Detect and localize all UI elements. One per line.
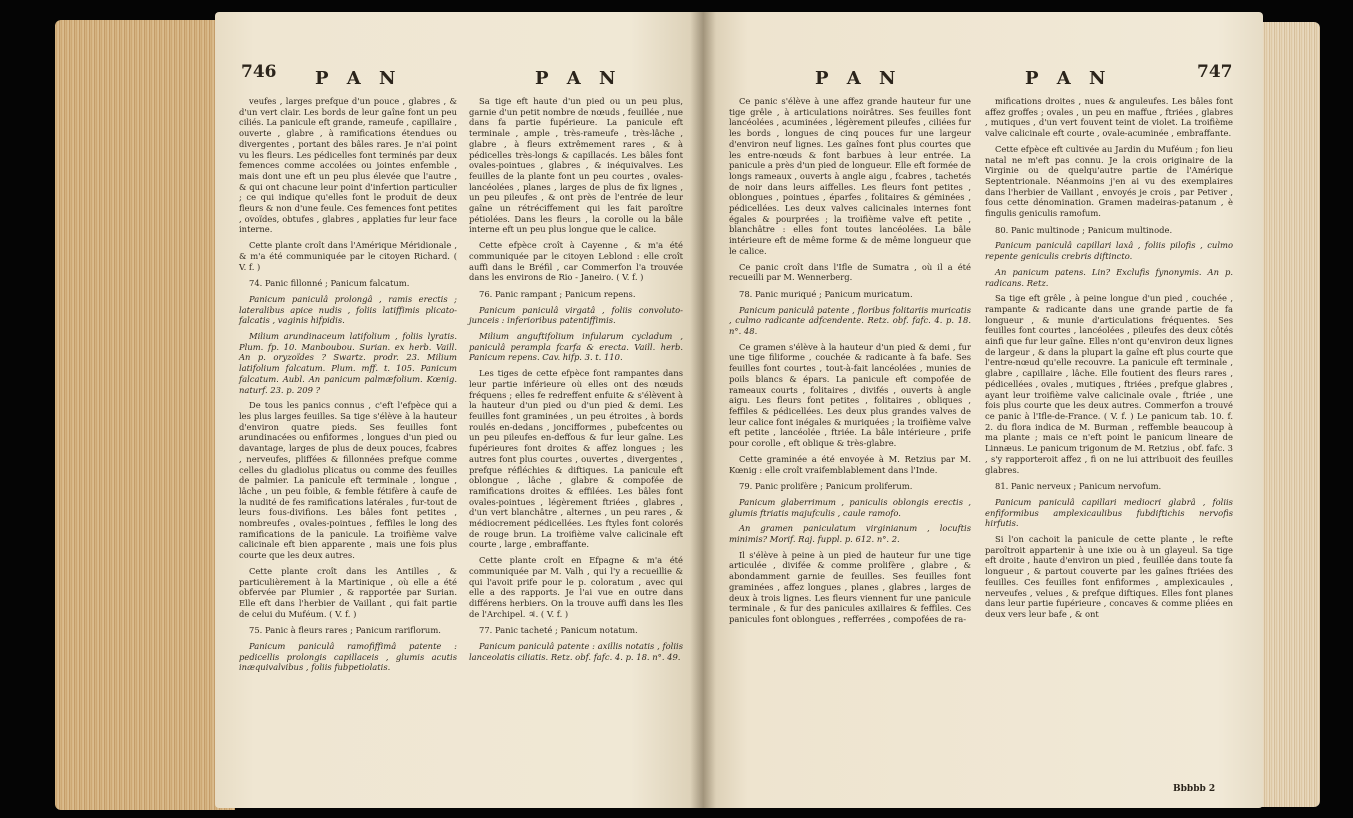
running-head: P A N [1025,68,1112,89]
paragraph: Cette efpèce croît à Cayenne , & m'a été communiquée par le citoyen Leblond : elle croît auffi dans le Bréfil , car Commerfon l'a trouvée dans les environs de Rio - Janeiro. ( V. f. ) [469,240,683,283]
page-edges-left [55,20,235,810]
text-column-2 [985,96,1233,625]
latin-diagnosis: Panicum paniculâ virgatâ , foliis convoluto-junceis : inferioribus patentiffimis. [469,304,683,326]
right-page [703,12,1263,808]
paragraph: Les tiges de cette efpèce font rampantes dans leur partie inférieure où elles ont des nœuds fréquens ; elles fe redreffent enfuite & s'élèvent à la hauteur d'un pied ou d'un pied & demi. Les feuilles font graminées , un peu étroites , à bords roulés en-dedans , joncifformes , pubefcentes ou un peu pileufes en-deffous & fur leur gaîne. Les fupérieures font droites & affez longues ; les autres font plus courtes , ouvertes , divergentes , prefque réfléchies & diftiques. La panicule eft oblongue , lâche , glabre & compofée de ramifications droites & effilées. Les bâles font ovales-pointues , légèrement ftriées , glabres , d'un vert blanchâtre , alternes , un peu rares , & médiocrement pédicellées. Les ftyles font colorés de rouge brun. La troifième valve calicinale eft courte , large , embraffante. [469,368,683,550]
latin-diagnosis: Panicum paniculâ ramofiffimâ patente : pedicellis prolongis capillaceis , glumis acutis inæquivalvibus , foliis fubpetiolatis. [239,641,457,673]
entry-heading: 78. Panic muriqué ; Panicum muricatum. [739,288,913,299]
text-column-1 [239,96,457,678]
latin-diagnosis: Panicum paniculâ patente , floribus folitariis muricatis , culmo radicante adfcendente. Retz. obf. fafc. 4. p. 18. n°. 48. [729,304,971,337]
page-number: 747 [1197,62,1233,82]
running-head: P A N [315,68,402,89]
entry-heading: 76. Panic rampant ; Panicum repens. [479,288,636,299]
latin-diagnosis: Panicum paniculâ prolongâ , ramis erectis ; lateralibus apice nudis , foliis latiffimis plicato-falcatis , vaginis hifpidis. [239,293,457,326]
paragraph: Sa tige eft grêle , à peine longue d'un pied , couchée , rampante & radicante dans une grande partie de fa longueur , & munie d'articulations fréquentes. Ses feuilles font courtes , lancéolées , pileufes des deux côtés ainfi que fur leur gaîne. Elles n'ont qu'environ deux lignes de largeur , & dans la plupart la gaîne eft plus courte que l'entre-nœud qu'elle recouvre. La panicule eft terminale , glabre , capillaire , lâche. Elle foutient des fleurs rares , pédicellées , ovales , mutiques , ftriées , prefque glabres , ayant leur troifième valve calicinale ovale , ftriée , une fois plus courte que les deux autres. Commerfon a trouvé ce panic à l'Ifle-de-France. ( V. f. ) Le panicum tab. 10. f. 2. du flora indica de M. Burman , reffemble beaucoup à ma plante ; mais ce n'eft point le panicum lineare de Linnæus. Le panicum trigonum de M. Retzius , obf. fafc. 3 , s'y rapporteroit affez , fi on ne lui attribuoit des feuilles glabres. [985,293,1233,475]
paragraph: mifications droites , nues & anguleufes. Les bâles font affez groffes ; ovales , un peu en maffue , ftriées , glabres , mutiques , d'un vert fouvent teint de violet. La troifième valve calicinale eft courte , ovale-acuminée , embraffante. [985,96,1233,139]
paragraph: De tous les panics connus , c'eft l'efpèce qui a les plus larges feuilles. Sa tige s'élève à la hauteur d'environ quatre pieds. Ses feuilles font arundinacées ou enfiformes , longues d'un pied ou davantage, larges de plus de deux pouces, fcabres , nerveufes, pliffées & fillonnées prefque comme celles du gladiolus plicatus ou comme des feuilles de palmier. La panicule eft terminale , longue , lâche , un peu foible, & femble fétifère à caufe de la nudité de fes ramifications latérales , fur-tout de leurs fous-divifions. Les bâles font petites , nombreufes , ovales-pointues , feffiles le long des ramifications de la panicule. La troifième valve calicinale eft bien apparente , mais une fois plus courte que les deux autres. [239,400,457,561]
synonyms: An panicum patens. Lin? Exclufis fynonymis. An p. radicans. Retz. [985,266,1233,288]
paragraph: Il s'élève à peine à un pied de hauteur fur une tige articulée , divifée & comme prolifère , glabre , & abondamment garnie de feuilles. Ses feuilles font graminées , affez longues , planes , glabres , larges de deux à trois lignes. Les fleurs viennent fur une panicule terminale , & fur des panicules axillaires & feffiles. Ces panicules font oblongues , refferrées , compofées de ra- [729,549,971,624]
text-column-1 [729,96,971,630]
synonyms: Milium anguftifolium infularum cycladum , paniculâ perampla fcarfa & erecta. Vaill. herb. Panicum repens. Cav. hifp. 3. t. 110. [469,331,683,363]
paragraph: Cette plante croît en Efpagne & m'a été communiquée par M. Valh , qui l'y a recueillie & qui l'avoit prife pour le p. coloratum , avec qui elle a des rapports. Je l'ai vue en outre dans différens herbiers. On la trouve auffi dans les Iles de l'Archipel. ♃. ( V. f. ) [469,555,683,619]
paragraph: Sa tige eft haute d'un pied ou un peu plus, garnie d'un petit nombre de nœuds , feuillée , nue dans fa partie fupérieure. La panicule eft terminale , ample , très-rameufe , très-lâche , glabre , à fleurs extrêmement rares , & à pédicelles très-longs & capillacés. Les bâles font ovales-pointues , glabres , & inéquivalves. Les feuilles de la plante font un peu courtes , ovales-lancéolées , planes , larges de plus de fix lignes , un peu pileufes , & ont près de l'entrée de leur gaîne un rétréciffement qui les fait paroître pétiolées. Dans les fleurs , la corolle ou la bâle interne eft un peu plus longue que le calice. [469,96,683,235]
paragraph: Cette graminée a été envoyée à M. Retzius par M. Kœnig : elle croît vraifemblablement dans l'Inde. [729,453,971,475]
paragraph: Cette plante croît dans les Antilles , & particulièrement à la Martinique , où elle a été obfervée par Plumier , & rapportée par Surian. Elle eft dans l'herbier de Vaillant , qui fait partie de celui du Muféum. ( V. f. ) [239,565,457,619]
text-column-2 [469,96,683,667]
entry-heading: 81. Panic nerveux ; Panicum nervofum. [995,481,1162,492]
book-gutter [690,12,716,808]
latin-diagnosis: Panicum paniculâ patente : axillis notatis , foliis lanceolatis ciliatis. Retz. obf. fafc. 4. p. 18. n°. 49. [469,641,683,662]
running-head: P A N [535,68,622,89]
entry-heading: 79. Panic prolifère ; Panicum proliferum. [739,481,913,492]
entry-heading: 74. Panic fillonné ; Panicum falcatum. [249,278,410,289]
latin-diagnosis: Panicum glaberrimum , paniculis oblongis erectis , glumis ftriatis majufculis , caule ramofo. [729,496,971,518]
latin-diagnosis: Panicum paniculâ capillari mediocri glabrâ , foliis enfiformibus amplexicaulibus fubdiftichis nervofis hirfutis. [985,496,1233,529]
paragraph: Si l'on cachoit la panicule de cette plante , le refte paroîtroit appartenir à une ixie ou à un glayeul. Sa tige eft droite , haute d'environ un pied , feuillée dans toute fa longueur , & partout couverte par les gaînes ftriées des feuilles. Ces feuilles font enfiformes , amplexicaules , nerveufes , velues , & prefque diftiques. Elles font planes dans leur partie fupérieure , concaves & comme pliées en deux vers leur bafe , & ont [985,534,1233,619]
synonyms: An gramen paniculatum virginianum , locuftis minimis? Morif. Raj. fuppl. p. 612. n°. 2. [729,523,971,545]
paragraph: Ce panic croît dans l'Ifle de Sumatra , où il a été recueilli par M. Wennerberg. [729,261,971,283]
entry-heading: 77. Panic tacheté ; Panicum notatum. [479,625,638,636]
paragraph: Cette plante croît dans l'Amérique Méridionale , & m'a été communiquée par le citoyen Richard. ( V. f. ) [239,240,457,272]
entry-heading: 80. Panic multinode ; Panicum multinode. [995,224,1173,235]
running-head: P A N [815,68,902,89]
paragraph: Cette efpèce eft cultivée au Jardin du Muféum ; fon lieu natal ne m'eft pas connu. Je la crois originaire de la Virginie ou de quelqu'autre partie de l'Amérique Septentrionale. Néanmoins j'en ai vu des exemplaires dans l'herbier de Vaillant , envoyés je crois , par Petiver , fous cette dénomination. Gramen madeiras-patanum , è fingulis geniculis ramofum. [985,143,1233,219]
synonyms: Milium arundinaceum latifolium , foliis lyratis. Plum. fp. 10. Manboubou. Surian. ex herb. Vaill. An p. oryzoïdes ? Swartz. prodr. 23. Milium latifolium falcatum. Plum. mff. t. 105. Panicum falcatum. Aubl. An panicum palmæfolium. Kœnig. naturf. 23. p. 209 ? [239,331,457,395]
latin-diagnosis: Panicum paniculâ capillari laxâ , foliis pilofis , culmo repente geniculis crebris diftincto. [985,240,1233,262]
entry-heading: 75. Panic à fleurs rares ; Panicum rariflorum. [249,625,441,636]
page-number: 746 [241,62,277,82]
left-page [215,12,703,808]
signature-mark: Bbbbb 2 [1173,784,1216,794]
paragraph: veufes , larges prefque d'un pouce , glabres , & d'un vert clair. Les bords de leur gaîne font un peu ciliés. La panicule eft grande, rameufe , capillaire , ouverte , glabre , à ramifications étendues ou divergentes , portant des bâles rares. Je n'ai point vu les fleurs. Les pédicelles font terminés par deux femences comme accolées ou jointes enfemble , mais dont une eft un peu plus élevée que l'autre , & qui ont chacune leur point d'infertion particulier ; ce qui indique qu'elles font le produit de deux fleurs & non d'une feule. Ces femences font petites , ovoïdes, obtufes , glabres , applaties fur leur face interne. [239,96,457,235]
paragraph: Ce panic s'élève à une affez grande hauteur fur une tige grêle , à articulations noirâtres. Ses feuilles font lancéolées , acuminées , légèrement pileufes , ciliées fur les bords , longues de cinq pouces fur une largeur d'environ neuf lignes. Les gaînes font plus courtes que les entre-nœuds & font barbues à leur entrée. La panicule a près d'un pied de longueur. Elle eft formée de longs rameaux , ouverts à angle aigu , fcabres , tachetés de noir dans leurs aiffelles. Les fleurs font petites , oblongues , pointues , éparfes , folitaires & géminées , pédicellées. Les deux valves calicinales internes font égales & pourprées ; la troifième valve eft petite , blanchâtre : elles font toutes lancéolées. La bâle intérieure eft de même forme & de même longueur que le calice. [729,96,971,256]
paragraph: Ce gramen s'élève à la hauteur d'un pied & demi , fur une tige filiforme , couchée & radicante à fa bafe. Ses feuilles font courtes , tout-à-fait lancéolées , munies de poils blancs & épars. La panicule eft compofée de rameaux courts , folitaires , divifés , ouverts à angle aigu. Les fleurs font petites , folitaires , obliques , feffiles & pédicellées. Les deux plus grandes valves de leur calice font inégales & muriquées ; la troifième valve eft petite , lancéolée , ftriée. La bâle intérieure , prife pour corolle , eft oblique & très-glabre. [729,341,971,449]
